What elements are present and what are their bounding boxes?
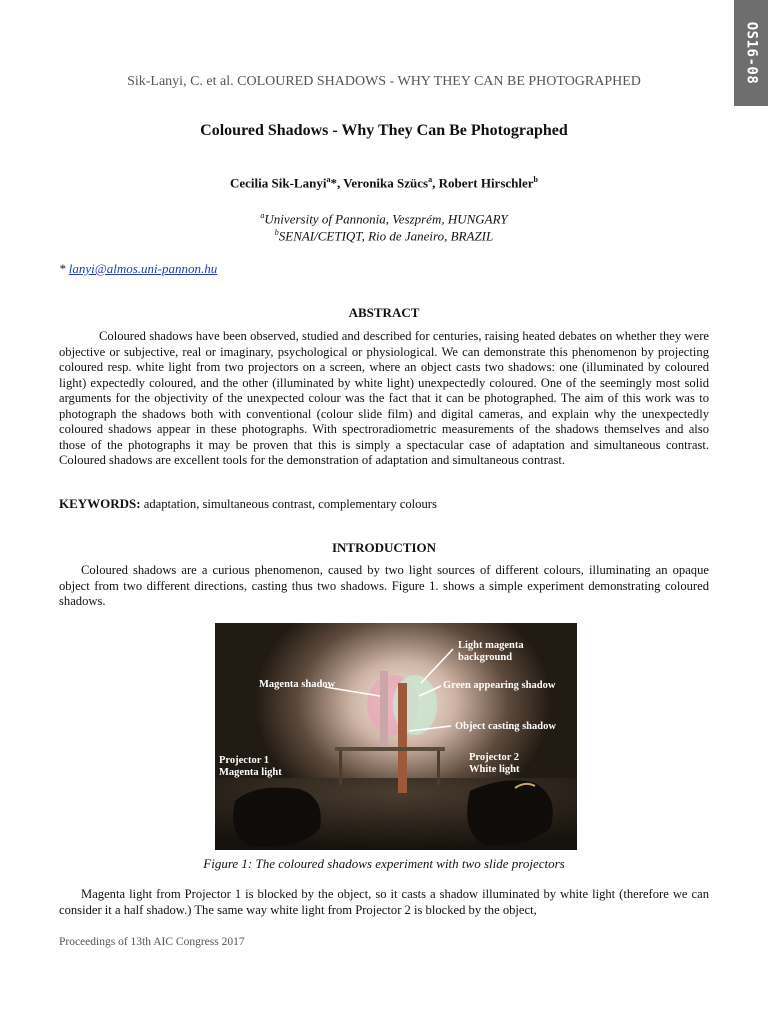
label-green-shadow: Green appearing shadow	[443, 680, 556, 691]
affiliation-mark: a	[260, 211, 265, 220]
figure-illustration	[215, 623, 577, 850]
introduction-paragraph: Coloured shadows are a curious phenomenon, caused by two light sources of different colours, illuminating an opaque object from two different directions, casting thus two shadows. Figure 1. shows a simple experiment demonstrating coloured shadows.	[59, 563, 709, 608]
table-leg	[339, 751, 342, 785]
label-light-magenta: Light magenta	[458, 640, 524, 651]
email-asterisk: *	[59, 261, 69, 276]
author-list	[0, 175, 768, 191]
table-top	[335, 747, 445, 751]
affiliation-mark: b	[274, 228, 279, 237]
page-footer: Proceedings of 13th AIC Congress 2017	[59, 936, 245, 948]
figure-1-photo	[215, 623, 577, 850]
affiliation-b	[0, 228, 768, 244]
keywords-line	[59, 496, 437, 512]
abstract-heading: ABSTRACT	[348, 305, 420, 320]
projector-1-shape	[233, 788, 321, 848]
author-affil-mark: a	[326, 175, 331, 184]
label-object-shadow: Object casting shadow	[455, 721, 556, 732]
author-name: Robert Hirschler	[438, 175, 534, 191]
session-code: OS16-08	[743, 21, 760, 85]
author-name: Veronika Szücs	[343, 175, 429, 191]
affiliation-text: University of Pannonia, Veszprém, HUNGARY	[264, 211, 508, 227]
corresponding-mark: *	[330, 175, 337, 191]
paper-title: Coloured Shadows - Why They Can Be Photographed	[200, 122, 568, 139]
keywords-label: KEYWORDS:	[59, 496, 141, 511]
label-magenta-shadow: Magenta shadow	[259, 679, 336, 690]
session-code-tab	[734, 0, 768, 106]
introduction-heading: INTRODUCTION	[331, 540, 436, 555]
contact-email-line	[59, 261, 217, 277]
running-head: Sik-Lanyi, C. et al. COLOURED SHADOWS - WHY THEY CAN BE PHOTOGRAPHED	[127, 74, 641, 89]
email-link[interactable]: lanyi@almos.uni-pannon.hu	[68, 261, 218, 276]
affiliation-text: SENAI/CETIQT, Rio de Janeiro, BRAZIL	[278, 228, 494, 244]
label-background: background	[458, 652, 513, 663]
author-separator: ,	[336, 175, 344, 191]
affiliation-a	[0, 211, 768, 227]
body-paragraph: Magenta light from Projector 1 is blocked by the object, so it casts a shadow illuminated by white light (therefore we can consider it a half shadow.) The same way white light from Projector 2 is blocked by the object,	[59, 887, 709, 917]
author-affil-mark: a	[428, 175, 433, 184]
figure-caption: Figure 1: The coloured shadows experiment with two slide projectors	[203, 856, 565, 871]
magenta-shadow-bar	[380, 671, 388, 751]
label-projector-2-light: White light	[469, 764, 520, 775]
keywords-text: adaptation, simultaneous contrast, complementary colours	[140, 497, 437, 511]
label-projector-1-light: Magenta light	[219, 767, 282, 778]
author-name: Cecilia Sik-Lanyi	[230, 175, 327, 191]
author-affil-mark: b	[533, 175, 538, 184]
label-projector-2: Projector 2	[469, 752, 520, 763]
label-projector-1: Projector 1	[219, 755, 270, 766]
table-leg	[437, 751, 440, 785]
shadow-object	[398, 683, 407, 793]
author-separator: ,	[432, 175, 439, 191]
abstract-paragraph: Coloured shadows have been observed, studied and described for centuries, raising heated debates on whether they were objective or subjective, real or imaginary, psychological or physiological. We can demonstrate this phenomenon by projecting coloured resp. white light from two projectors on a screen, where an object casts two shadows: one (illuminated by coloured light) expectedly coloured, and the other (illuminated by white light) unexpectedly coloured. One of the seemingly most solid arguments for the objectivity of the unexpected colour was the fact that it can be photographed. The aim of this work was to photograph the shadows both with conventional (colour slide film) and digital cameras, and explain why the unexpectedly coloured shadows appear in these photographs. With spectroradiometric measurements of the shadows themselves and also those of the photographs it may be proven that this is simply a spectacular case of adaptation and simultaneous contrast. Coloured shadows are excellent tools for the demonstration of adaptation and simultaneous contrast.	[59, 329, 709, 467]
